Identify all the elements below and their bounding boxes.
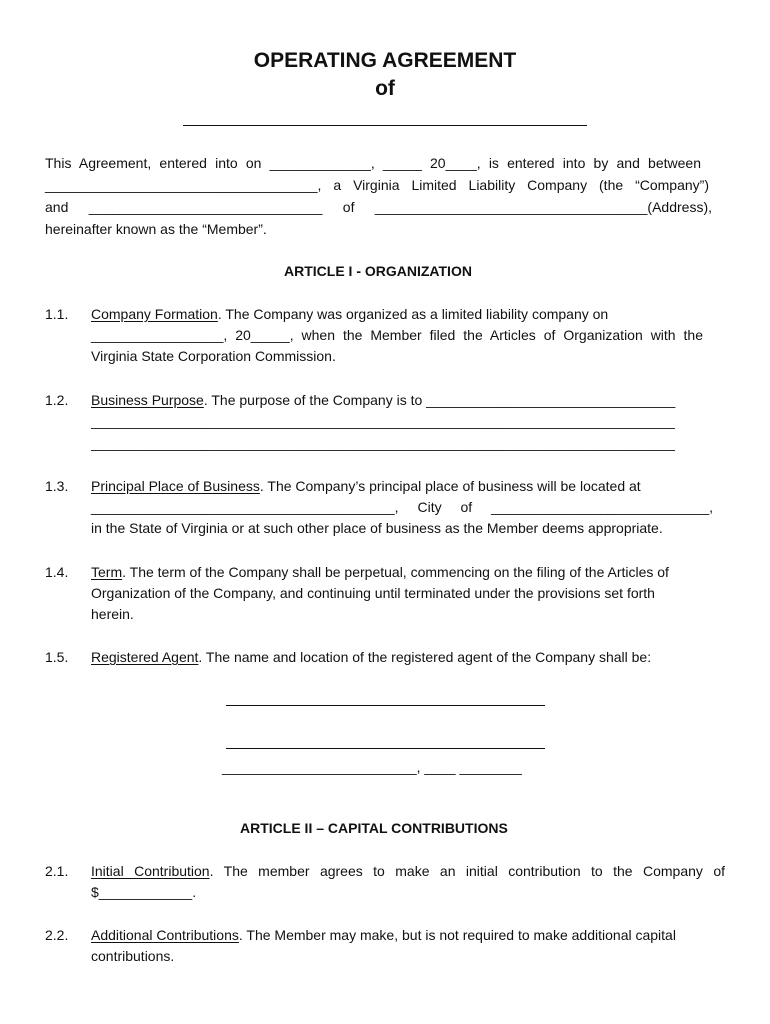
document-title-of: of — [375, 77, 395, 100]
agent-address-blank — [226, 748, 545, 749]
section-2-1-line-1 — [91, 862, 725, 880]
section-number: 2.2. — [45, 927, 69, 943]
section-text: . The name and location of the registered agent of the Company shall be: — [198, 649, 652, 665]
section-number: 1.5. — [45, 649, 69, 665]
section-title: Company Formation — [91, 306, 218, 322]
section-title: Registered Agent — [91, 649, 199, 665]
intro-line-3: and ______________________________ of ___________________________________(Address), — [45, 199, 712, 215]
section-text: . The member agrees to make an initial contribution to the Company of — [209, 863, 725, 879]
section-2-2-line-1 — [91, 926, 676, 944]
intro-line-4: hereinafter known as the “Member”. — [45, 221, 267, 237]
article-2-heading: ARTICLE II – CAPITAL CONTRIBUTIONS — [240, 820, 508, 836]
agent-city-state-zip-blank: _________________________, ____ ________ — [222, 759, 522, 775]
section-1-4-line-3: herein. — [91, 606, 134, 622]
document-title: OPERATING AGREEMENT — [253, 49, 517, 72]
section-1-1-line-3: Virginia State Corporation Commission. — [91, 348, 336, 364]
section-title: Business Purpose — [91, 392, 204, 408]
purpose-blank-line-2: ___________________________________________________________________________ — [91, 435, 675, 451]
section-text: . The Company was organized as a limited liability company on — [217, 306, 609, 322]
section-number: 1.4. — [45, 564, 69, 580]
agent-name-blank — [226, 705, 545, 706]
article-1-heading: ARTICLE I - ORGANIZATION — [284, 263, 472, 279]
section-1-1-line-1 — [91, 305, 608, 323]
section-title: Term — [91, 564, 123, 580]
section-title: Additional Contributions — [91, 927, 239, 943]
intro-line-1: This Agreement, entered into on _____________, _____ 20____, is entered into by and between — [45, 155, 701, 171]
section-2-2-line-2: contributions. — [91, 948, 175, 964]
purpose-blank-line-1: ___________________________________________________________________________ — [91, 413, 675, 429]
section-text: . The Company’s principal place of business will be located at — [259, 478, 641, 494]
section-title: Initial Contribution — [91, 863, 210, 879]
section-number: 2.1. — [45, 863, 69, 879]
intro-line-2: ___________________________________, a Virginia Limited Liability Company (the “Company”) — [45, 177, 709, 193]
section-1-1-line-2: _________________, 20_____, when the Member filed the Articles of Organization with the — [91, 327, 703, 343]
section-1-3-line-2: _______________________________________, City of ____________________________, — [91, 499, 713, 515]
section-1-4-line-1 — [91, 563, 669, 581]
section-1-5-line-1 — [91, 648, 651, 666]
section-number: 1.1. — [45, 306, 69, 322]
section-title: Principal Place of Business — [91, 478, 260, 494]
section-1-4-line-2: Organization of the Company, and continuing until terminated under the provisions set forth — [91, 585, 655, 601]
section-text: . The term of the Company shall be perpetual, commencing on the filing of the Articles of — [122, 564, 669, 580]
section-1-3-line-1 — [91, 477, 641, 495]
section-number: 1.2. — [45, 392, 69, 408]
section-text: . The Member may make, but is not required to make additional capital — [238, 927, 676, 943]
section-text: . The purpose of the Company is to ________________________________ — [203, 392, 676, 408]
company-name-blank — [183, 125, 587, 126]
section-1-3-line-3: in the State of Virginia or at such other place of business as the Member deems appropriate. — [91, 520, 663, 536]
section-1-2-line-1 — [91, 391, 675, 409]
section-number: 1.3. — [45, 478, 69, 494]
section-2-1-line-2: $____________. — [91, 884, 197, 900]
